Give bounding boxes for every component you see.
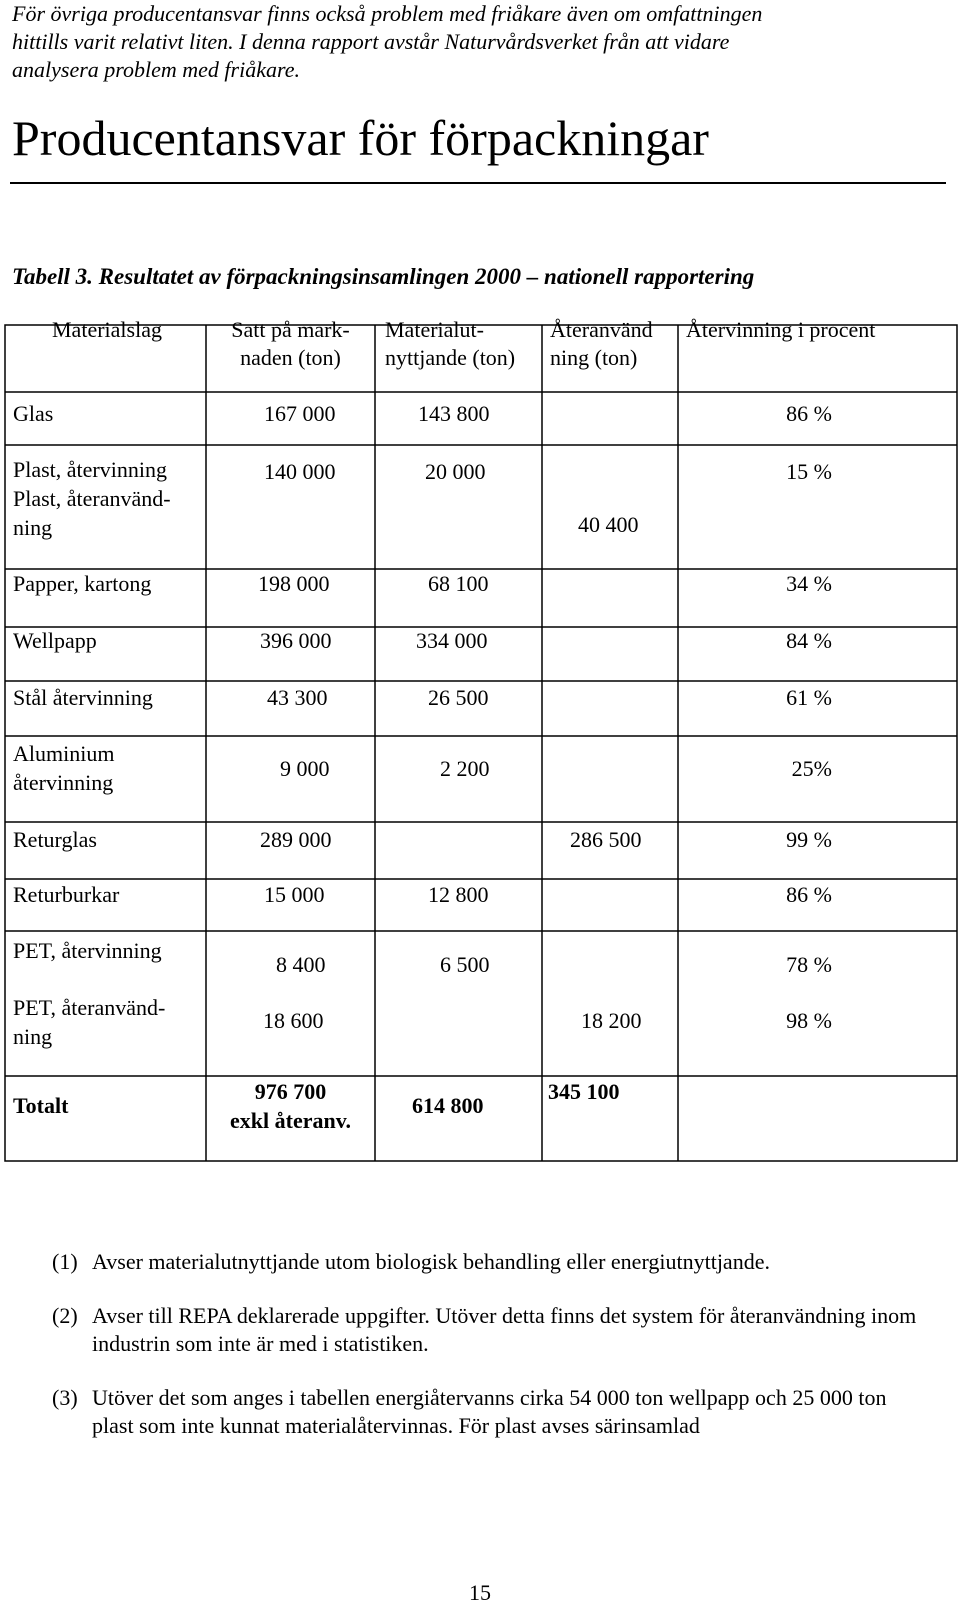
table-caption: Tabell 3. Resultatet av förpackningsinsamlingen 2000 – nationell rapportering [12,264,755,289]
row-label-plast-2: Plast, återanvänd- [13,486,171,511]
cell-aluminium-material: 2 200 [440,756,490,781]
cell-totalt-satt-line2: exkl återanv. [230,1108,351,1133]
cell-stal-satt: 43 300 [267,685,328,710]
cell-pet-material-1: 6 500 [440,952,490,977]
cell-glas-material: 143 800 [418,401,490,426]
intro-line: För övriga producentansvar finns också problem med friåkare även om omfattningen [12,1,763,26]
row-label-returglas: Returglas [13,827,97,852]
header-satt-line1: Satt på mark- [231,317,350,342]
header-procent: Återvinning i procent [686,317,876,342]
cell-wellpapp-procent: 84 % [786,628,832,653]
cell-pet-satt-1: 8 400 [276,952,326,977]
cell-papper-material: 68 100 [428,571,489,596]
cell-returburkar-satt: 15 000 [264,882,325,907]
results-table [4,317,960,1188]
cell-pet-ateranv-2: 18 200 [581,1008,642,1033]
footnote-text: Avser till REPA deklarerade uppgifter. Utöver detta finns det system för återanvändning inom industrin som inte är med i statistiken. [92,1303,917,1356]
row-label-plast-3: ning [13,515,53,540]
cell-aluminium-satt: 9 000 [280,756,330,781]
header-materialslag: Materialslag [52,317,162,342]
cell-glas-procent: 86 % [786,401,832,426]
cell-glas-satt: 167 000 [264,401,336,426]
footnote [52,1302,932,1358]
row-label-plast-1: Plast, återvinning [13,457,167,482]
cell-totalt-satt-line1: 976 700 [254,1079,327,1104]
row-label-pet-1: PET, återvinning [13,938,162,963]
header-ateranv-line1: Återanvänd [550,317,653,342]
cell-papper-satt: 198 000 [258,571,330,596]
section-heading: Producentansvar för förpackningar [12,110,709,166]
footnote [52,1384,932,1440]
cell-returglas-ateranv: 286 500 [570,827,642,852]
cell-wellpapp-material: 334 000 [416,628,488,653]
footnote [52,1248,932,1276]
cell-stal-material: 26 500 [428,685,489,710]
header-material-line2: nyttjande (ton) [385,345,516,370]
row-label-totalt: Totalt [13,1093,69,1118]
cell-pet-procent-1: 78 % [786,952,832,977]
row-label-glas: Glas [13,401,54,426]
footnote-number: (1) [52,1249,78,1274]
cell-returglas-satt: 289 000 [260,827,332,852]
row-label-stal: Stål återvinning [13,685,153,710]
cell-returglas-procent: 99 % [786,827,832,852]
cell-plast-procent: 15 % [786,459,832,484]
footnote-number: (2) [52,1303,78,1328]
page-number: 15 [469,1580,491,1605]
row-label-aluminium-1: Aluminium [13,741,115,766]
intro-paragraph [12,0,942,84]
cell-pet-satt-2: 18 600 [263,1008,324,1033]
intro-line: analysera problem med friåkare. [12,57,300,82]
footnotes [52,1248,932,1466]
cell-aluminium-procent: 25% [791,756,832,781]
cell-papper-procent: 34 % [786,571,832,596]
cell-plast-ateranv: 40 400 [578,512,639,537]
cell-wellpapp-satt: 396 000 [260,628,332,653]
header-material-line1: Materialut- [385,317,484,342]
cell-stal-procent: 61 % [786,685,832,710]
row-label-wellpapp: Wellpapp [13,628,97,653]
heading-rule [10,182,946,184]
cell-returburkar-procent: 86 % [786,882,832,907]
row-label-pet-3: ning [13,1024,53,1049]
table-border [5,325,957,1161]
row-label-aluminium-2: återvinning [13,770,114,795]
footnote-number: (3) [52,1385,78,1410]
cell-pet-procent-2: 98 % [786,1008,832,1033]
cell-totalt-ateranv: 345 100 [548,1079,620,1104]
cell-totalt-material: 614 800 [412,1093,484,1118]
cell-plast-satt: 140 000 [264,459,336,484]
header-satt-line2: naden (ton) [240,345,341,370]
row-label-pet-2: PET, återanvänd- [13,995,166,1020]
row-label-returburkar: Returburkar [13,882,120,907]
header-ateranv-line2: ning (ton) [550,345,638,370]
footnote-text: Avser materialutnyttjande utom biologisk behandling eller energiutnyttjande. [92,1249,770,1274]
row-label-papper: Papper, kartong [13,571,152,596]
cell-returburkar-material: 12 800 [428,882,489,907]
cell-plast-material: 20 000 [425,459,486,484]
footnote-text: Utöver det som anges i tabellen energiåtervanns cirka 54 000 ton wellpapp och 25 000 ton plast som inte kunnat materialåtervinnas. För plast avses särinsamlad [92,1385,887,1438]
intro-line: hittills varit relativt liten. I denna rapport avstår Naturvårdsverket från att vidare [12,29,730,54]
